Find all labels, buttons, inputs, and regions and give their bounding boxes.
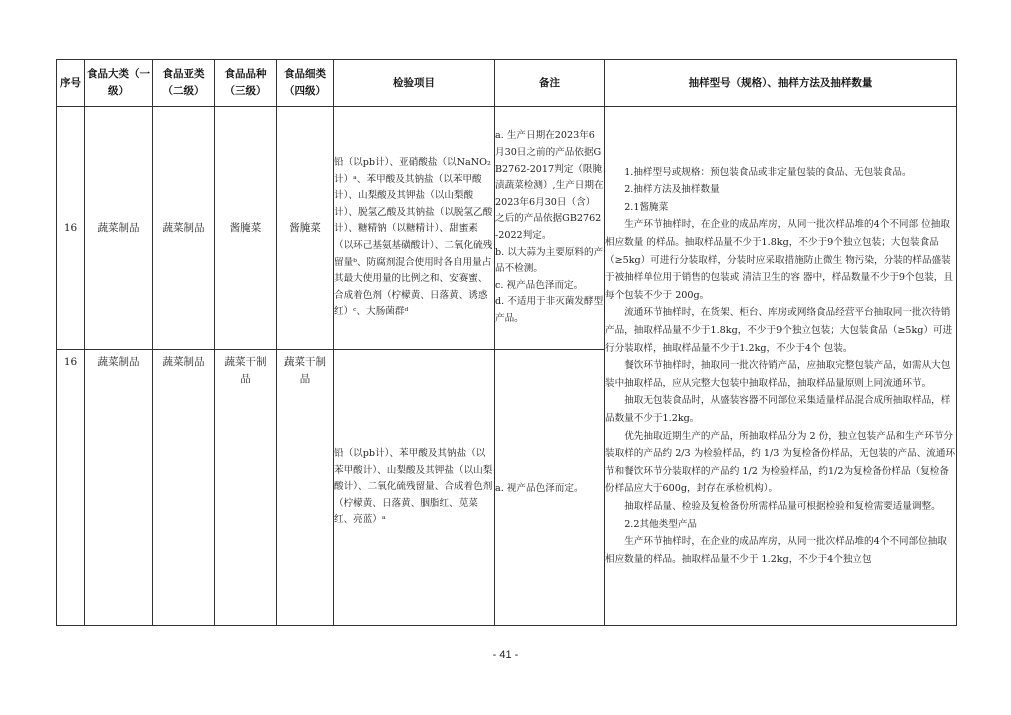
method-paragraph: 生产环节抽样时，在企业的成品库房，从同一批次样品堆的4个不同部 位抽取相应数量 的样品。抽取样品量不少于1.8kg，不少于9个独立包装；大包装食品（≥5kg）可进行分装取样，分装时应采取措施防止微生 物污染，分装的样品盛装于被抽样单位用于销售的包装或 清洁卫生的容 器中，样品数量不少于9个包装，且每个包装不少于 200g。 (605, 219, 953, 301)
remark-note: d. 不适用于非灭菌发酵型产品。 (495, 296, 604, 324)
row-category-2: 蔬菜制品 (153, 350, 215, 626)
header-inspection-items: 检验项目 (334, 60, 495, 107)
row-category-4: 酱腌菜 (277, 107, 334, 350)
row-category-3: 酱腌菜 (215, 107, 277, 350)
method-paragraph: 2.1酱腌菜 (624, 201, 669, 213)
row-category-4: 蔬菜干制品 (277, 350, 334, 626)
row-category-1: 蔬菜制品 (85, 107, 153, 350)
sampling-table (56, 59, 957, 626)
table-row (57, 107, 957, 350)
method-paragraph: 流通环节抽样时，在货架、柜台、库房或网络食品经营平台抽取同一批次待销产品，抽取样品量不少于1.8kg，不少于9个独立包装；大包装食品（≥5kg）可进行分装取样，抽取样品量不少于1.2kg，不少于4个 包装。 (605, 307, 953, 354)
page-number: - 41 - (492, 649, 519, 661)
header-category-4: 食品细类（四级） (277, 60, 334, 107)
method-paragraph: 优先抽取近期生产的产品，所抽取样品分为 2 份，独立包装产品和生产环节分装取样的产品约 2/3 为检验样品，约 1/3 为复检备份样品，无包装的产品、流通环节和餐饮环节分装取样的产品约 1/2 为检验样品，约1/2为复检备份样品（复检备份样品应大于600g，封存在承检机构）。 (605, 430, 956, 495)
method-paragraph: 2.抽样方法及抽样数量 (624, 184, 720, 196)
row-seq: 16 (57, 107, 85, 350)
method-paragraph: 2.2其他类型产品 (624, 518, 698, 530)
row-seq: 16 (57, 350, 85, 626)
header-category-2: 食品亚类（二级） (153, 60, 215, 107)
header-seq: 序号 (57, 60, 85, 107)
row-category-2: 蔬菜制品 (153, 107, 215, 350)
remark-note: b. 以大蒜为主要原料的产品不检测。 (495, 246, 604, 275)
method-paragraph: 抽取无包装食品时，从盛装容器不同部位采集适量样品混合成所抽取样品，样品数量不少于1.2kg。 (605, 395, 951, 424)
header-category-1: 食品大类（一级） (85, 60, 153, 107)
row-category-3: 蔬菜干制品 (215, 350, 277, 626)
row-remarks (495, 350, 605, 626)
method-paragraph: 抽取样品量、检验及复检备份所需样品量可根据检验和复检需要适量调整。 (624, 500, 941, 512)
row-inspection-items: 铅（以pb计）、苯甲酸及其钠盐（以苯甲酸计）、山梨酸及其钾盐（以山梨酸计）、二氧化硫残留量、合成着色剂（柠檬黄、日落黄、胭脂红、苋菜红、亮蓝）ᵃ (334, 350, 495, 626)
row-inspection-items: 铅（以pb计）、亚硝酸盐（以NaNO₂计）ᵃ、苯甲酸及其钠盐（以苯甲酸计）、山梨酸及其钾盐（以山梨酸计）、脱氢乙酸及其钠盐（以脱氢乙酸计）、糖精钠（以糖精计）、甜蜜素（以环己基氨基磺酸计）、二氧化硫残留量ᵇ、防腐剂混合使用时各自用量占其最大使用量的比例之和、安赛蜜、合成着色剂（柠檬黄、日落黄、诱惑红）ᶜ、大肠菌群ᵈ (334, 107, 495, 350)
method-paragraph: 1.抽样型号或规格：预包装食品或非定量包装的食品、无包装食品。 (624, 166, 912, 178)
header-remark: 备注 (495, 60, 605, 107)
header-category-3: 食品品种（三级） (215, 60, 277, 107)
sampling-method-cell (605, 107, 957, 626)
row-category-1: 蔬菜制品 (85, 350, 153, 626)
row-remarks (495, 107, 605, 350)
remark-note: c. 视产品色泽而定。 (495, 279, 584, 291)
method-paragraph: 餐饮环节抽样时，抽取同一批次待销产品，应抽取完整包装产品，如需从大包装中抽取样品，应从完整大包装中抽取样品，抽取样品量原则上同流通环节。 (605, 360, 951, 389)
header-sampling-method: 抽样型号（规格）、抽样方法及抽样数量 (605, 60, 957, 107)
remark-note: a. 生产日期在2023年6月30日之前的产品依据GB2762-2017判定（限腌渍蔬菜检测）,生产日期在2023年6月30日（含）之后的产品依据GB2762-2022判定。 (495, 130, 604, 241)
method-paragraph: 生产环节抽样时，在企业的成品库房，从同一批次样品堆的4个不同部位抽取相应数量的样品。抽取样品量不少于 1.2kg，不少于4个独立包 (605, 536, 947, 565)
remark-note: a. 视产品色泽而定。 (495, 482, 584, 494)
